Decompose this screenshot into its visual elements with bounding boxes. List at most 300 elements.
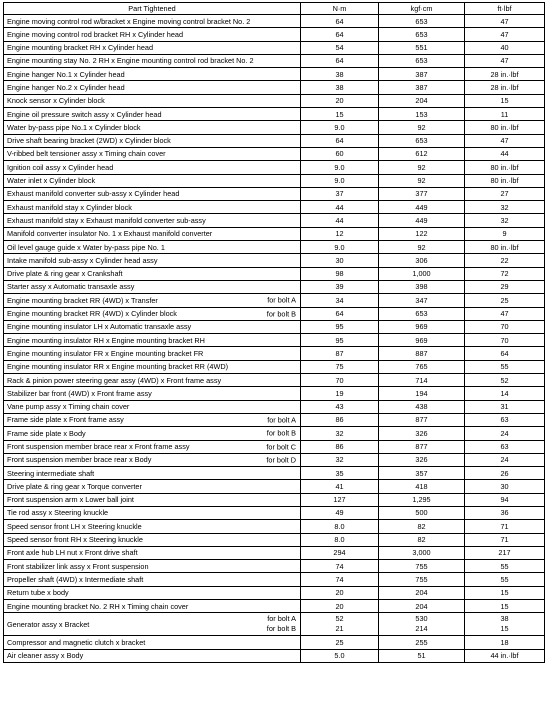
part-name: Water inlet x Cylinder block — [7, 176, 96, 186]
table-row — [4, 649, 545, 662]
part-name: Engine mounting insulator LH x Automatic transaxle assy — [7, 322, 192, 332]
table-row — [4, 307, 545, 320]
table-row — [4, 254, 545, 267]
ft-value: 63 — [465, 440, 545, 453]
kgf-value: 204 — [379, 94, 465, 107]
part-cell — [4, 453, 301, 466]
kgf-value: 714 — [379, 374, 465, 387]
table-row — [4, 227, 545, 240]
part-cell — [4, 480, 301, 493]
part-name: Drive plate & ring gear x Torque converter — [7, 481, 142, 491]
part-name: Engine mounting bracket RR (4WD) x Cylinder block — [7, 309, 177, 319]
part-cell — [4, 280, 301, 293]
part-cell — [4, 15, 301, 28]
kgf-value: 357 — [379, 467, 465, 480]
nm-value: 20 — [301, 586, 379, 599]
kgf-value: 204 — [379, 586, 465, 599]
part-name: Compressor and magnetic clutch x bracket — [7, 637, 146, 647]
ft-value: 71 — [465, 520, 545, 533]
part-name: Engine moving control rod bracket RH x Cylinder head — [7, 29, 184, 39]
kgf-cell — [379, 613, 465, 636]
part-cell — [4, 546, 301, 559]
kgf-value: 438 — [379, 400, 465, 413]
part-name: Rack & pinion power steering gear assy (4WD) x Front frame assy — [7, 375, 222, 385]
nm-value: 30 — [301, 254, 379, 267]
ft-value: 94 — [465, 493, 545, 506]
bolt-label: for bolt D — [266, 455, 296, 465]
kgf-value: 1,295 — [379, 493, 465, 506]
ft-value: 217 — [465, 546, 545, 559]
part-name: Frame side plate x Body — [7, 428, 86, 438]
part-cell — [4, 187, 301, 200]
kgf-value: 214 — [415, 624, 428, 634]
ft-value: 55 — [465, 560, 545, 573]
table-row — [4, 108, 545, 121]
part-name: Knock sensor x Cylinder block — [7, 96, 105, 106]
part-cell — [4, 307, 301, 320]
table-row — [4, 560, 545, 573]
kgf-value: 326 — [379, 427, 465, 440]
table-row — [4, 493, 545, 506]
kgf-value: 612 — [379, 147, 465, 160]
kgf-value: 530 — [415, 614, 428, 624]
bolt-label: for bolt A — [267, 614, 296, 624]
part-cell — [4, 613, 301, 636]
part-cell — [4, 360, 301, 373]
part-name: Drive shaft bearing bracket (2WD) x Cylinder block — [7, 136, 171, 146]
ft-value: 70 — [465, 334, 545, 347]
part-name: Stabilizer bar front (4WD) x Front frame assy — [7, 388, 152, 398]
table-row — [4, 214, 545, 227]
ft-value: 64 — [465, 347, 545, 360]
table-row — [4, 520, 545, 533]
table-row — [4, 134, 545, 147]
ft-value: 55 — [465, 573, 545, 586]
nm-value: 39 — [301, 280, 379, 293]
part-cell — [4, 174, 301, 187]
part-name: Speed sensor front LH x Steering knuckle — [7, 521, 142, 531]
part-name: Engine mounting insulator RH x Engine mounting bracket RH — [7, 335, 205, 345]
kgf-value: 969 — [379, 320, 465, 333]
nm-value: 43 — [301, 400, 379, 413]
table-row — [4, 68, 545, 81]
nm-value: 20 — [301, 94, 379, 107]
part-name: Intake manifold sub-assy x Cylinder head assy — [7, 255, 158, 265]
table-row — [4, 161, 545, 174]
kgf-value: 1,000 — [379, 267, 465, 280]
table-row — [4, 187, 545, 200]
kgf-value: 387 — [379, 68, 465, 81]
nm-value: 64 — [301, 54, 379, 67]
nm-value: 19 — [301, 387, 379, 400]
nm-value: 70 — [301, 374, 379, 387]
kgf-value: 653 — [379, 307, 465, 320]
part-name: Front stabilizer link assy x Front suspension — [7, 561, 149, 571]
kgf-value: 887 — [379, 347, 465, 360]
table-row — [4, 506, 545, 519]
part-name: Engine mounting insulator FR x Engine mounting bracket FR — [7, 348, 204, 358]
ft-value: 80 in.·lbf — [465, 241, 545, 254]
part-cell — [4, 649, 301, 662]
header-ftlbf: ft·lbf — [465, 3, 545, 15]
nm-value: 64 — [301, 28, 379, 41]
nm-value: 8.0 — [301, 520, 379, 533]
part-name: Drive plate & ring gear x Crankshaft — [7, 269, 123, 279]
part-name: Engine moving control rod w/bracket x Engine moving control bracket No. 2 — [7, 16, 251, 26]
part-name: Engine mounting insulator RR x Engine mounting bracket RR (4WD) — [7, 362, 229, 372]
ft-value: 71 — [465, 533, 545, 546]
part-name: Ignition coil assy x Cylinder head — [7, 162, 114, 172]
part-cell — [4, 560, 301, 573]
ft-value: 52 — [465, 374, 545, 387]
ft-value: 25 — [465, 294, 545, 307]
ft-value: 80 in.·lbf — [465, 121, 545, 134]
nm-value: 44 — [301, 201, 379, 214]
part-name: Engine mounting bracket RH x Cylinder head — [7, 43, 154, 53]
table-row — [4, 400, 545, 413]
kgf-value: 551 — [379, 41, 465, 54]
nm-value: 87 — [301, 347, 379, 360]
part-name: Speed sensor front RH x Steering knuckle — [7, 535, 143, 545]
table-row — [4, 334, 545, 347]
nm-value: 32 — [301, 427, 379, 440]
part-cell — [4, 54, 301, 67]
bolt-label: for bolt C — [266, 441, 296, 451]
part-cell — [4, 227, 301, 240]
nm-value: 74 — [301, 560, 379, 573]
kgf-value: 653 — [379, 15, 465, 28]
table-row — [4, 294, 545, 307]
kgf-value: 51 — [379, 649, 465, 662]
part-cell — [4, 573, 301, 586]
header-kgf: kgf·cm — [379, 3, 465, 15]
torque-spec-sheet — [3, 2, 545, 663]
table-row — [4, 94, 545, 107]
nm-value: 54 — [301, 41, 379, 54]
nm-value: 35 — [301, 467, 379, 480]
bolt-label: for bolt B — [266, 624, 296, 634]
ft-value: 9 — [465, 227, 545, 240]
ft-value: 44 in.·lbf — [465, 649, 545, 662]
ft-value: 15 — [465, 600, 545, 613]
part-name: Engine hanger No.1 x Cylinder head — [7, 69, 125, 79]
kgf-value: 92 — [379, 174, 465, 187]
part-cell — [4, 467, 301, 480]
kgf-value: 877 — [379, 440, 465, 453]
part-name: Exhaust manifold converter sub-assy x Cylinder head — [7, 189, 180, 199]
kgf-value: 194 — [379, 387, 465, 400]
part-name: Exhaust manifold stay x Cylinder block — [7, 202, 132, 212]
part-cell — [4, 400, 301, 413]
table-row — [4, 413, 545, 426]
nm-value: 41 — [301, 480, 379, 493]
ft-value: 29 — [465, 280, 545, 293]
ft-value: 47 — [465, 54, 545, 67]
kgf-value: 3,000 — [379, 546, 465, 559]
nm-value: 127 — [301, 493, 379, 506]
table-row — [4, 533, 545, 546]
part-name: Return tube x body — [7, 588, 69, 598]
table-row — [4, 41, 545, 54]
part-name: Propeller shaft (4WD) x Intermediate shaft — [7, 574, 144, 584]
ft-value: 15 — [500, 624, 509, 634]
ft-value: 31 — [465, 400, 545, 413]
nm-value: 12 — [301, 227, 379, 240]
kgf-value: 500 — [379, 506, 465, 519]
nm-value: 38 — [301, 68, 379, 81]
ft-value: 27 — [465, 187, 545, 200]
header-row — [4, 3, 545, 15]
part-name: Front suspension member brace rear x Front frame assy — [7, 442, 190, 451]
part-cell — [4, 413, 301, 426]
kgf-value: 449 — [379, 214, 465, 227]
kgf-value: 877 — [379, 413, 465, 426]
table-row — [4, 241, 545, 254]
table-row — [4, 573, 545, 586]
part-name: Front suspension arm x Lower ball joint — [7, 495, 134, 505]
ft-value: 38 — [500, 614, 509, 624]
part-cell — [4, 374, 301, 387]
nm-value: 294 — [301, 546, 379, 559]
kgf-value: 377 — [379, 187, 465, 200]
table-row — [4, 453, 545, 466]
table-row — [4, 480, 545, 493]
nm-value: 9.0 — [301, 174, 379, 187]
part-cell — [4, 347, 301, 360]
table-row — [4, 427, 545, 440]
part-cell — [4, 493, 301, 506]
part-name: Manifold converter insulator No. 1 x Exhaust manifold converter — [7, 229, 213, 239]
part-cell — [4, 147, 301, 160]
part-name: Engine hanger No.2 x Cylinder head — [7, 82, 125, 92]
kgf-value: 418 — [379, 480, 465, 493]
kgf-value: 755 — [379, 560, 465, 573]
table-row — [4, 586, 545, 599]
part-cell — [4, 201, 301, 214]
kgf-value: 92 — [379, 241, 465, 254]
nm-value: 60 — [301, 147, 379, 160]
kgf-value: 204 — [379, 600, 465, 613]
table-row — [4, 174, 545, 187]
header-part: Part Tightened — [4, 3, 301, 15]
part-name: Tie rod assy x Steering knuckle — [7, 508, 109, 518]
nm-value: 20 — [301, 600, 379, 613]
ft-value: 32 — [465, 214, 545, 227]
ft-value: 14 — [465, 387, 545, 400]
table-row — [4, 467, 545, 480]
part-name: Vane pump assy x Timing chain cover — [7, 402, 130, 412]
kgf-value: 969 — [379, 334, 465, 347]
nm-value: 75 — [301, 360, 379, 373]
kgf-value: 92 — [379, 161, 465, 174]
ft-value: 24 — [465, 427, 545, 440]
part-cell — [4, 81, 301, 94]
nm-value: 49 — [301, 506, 379, 519]
header-nm: N·m — [301, 3, 379, 15]
part-name: Front axle hub LH nut x Front drive shaft — [7, 548, 138, 558]
bolt-label: for bolt B — [266, 428, 296, 438]
nm-value: 44 — [301, 214, 379, 227]
part-name: Water by-pass pipe No.1 x Cylinder block — [7, 122, 141, 132]
kgf-value: 82 — [379, 533, 465, 546]
part-name: Front suspension member brace rear x Body — [7, 455, 152, 465]
part-cell — [4, 267, 301, 280]
ft-value: 40 — [465, 41, 545, 54]
nm-value: 64 — [301, 307, 379, 320]
ft-value: 55 — [465, 360, 545, 373]
ft-value: 18 — [465, 636, 545, 649]
part-cell — [4, 108, 301, 121]
part-cell — [4, 121, 301, 134]
ft-value: 80 in.·lbf — [465, 161, 545, 174]
ft-cell — [465, 613, 545, 636]
part-cell — [4, 334, 301, 347]
table-row — [4, 440, 545, 453]
ft-value: 80 in.·lbf — [465, 174, 545, 187]
ft-value: 15 — [465, 94, 545, 107]
part-cell — [4, 161, 301, 174]
ft-value: 63 — [465, 413, 545, 426]
nm-cell — [301, 613, 379, 636]
ft-value: 11 — [465, 108, 545, 121]
part-cell — [4, 533, 301, 546]
part-cell — [4, 68, 301, 81]
kgf-value: 653 — [379, 28, 465, 41]
nm-value: 52 — [335, 614, 344, 624]
table-row — [4, 267, 545, 280]
nm-value: 37 — [301, 187, 379, 200]
table-row — [4, 15, 545, 28]
table-row — [4, 28, 545, 41]
part-name: Air cleaner assy x Body — [7, 651, 84, 661]
torque-table — [3, 2, 545, 663]
ft-value: 30 — [465, 480, 545, 493]
nm-value: 95 — [301, 334, 379, 347]
kgf-value: 92 — [379, 121, 465, 134]
bolt-label: for bolt A — [267, 295, 296, 305]
part-name: Engine oil pressure switch assy x Cylinder head — [7, 109, 162, 119]
part-name: Engine mounting bracket RR (4WD) x Transfer — [7, 295, 158, 305]
part-cell — [4, 320, 301, 333]
ft-value: 70 — [465, 320, 545, 333]
nm-value: 8.0 — [301, 533, 379, 546]
table-row — [4, 147, 545, 160]
part-cell — [4, 41, 301, 54]
part-cell — [4, 636, 301, 649]
part-name: V-ribbed belt tensioner assy x Timing chain cover — [7, 149, 166, 159]
kgf-value: 398 — [379, 280, 465, 293]
part-cell — [4, 427, 301, 440]
kgf-value: 306 — [379, 254, 465, 267]
ft-value: 26 — [465, 467, 545, 480]
part-cell — [4, 506, 301, 519]
bolt-label: for bolt A — [267, 415, 296, 425]
table-row-generator — [4, 613, 545, 636]
table-row — [4, 280, 545, 293]
part-name: Exhaust manifold stay x Exhaust manifold converter sub-assy — [7, 215, 206, 225]
nm-value: 64 — [301, 15, 379, 28]
part-name: Steering intermediate shaft — [7, 468, 95, 478]
table-row — [4, 347, 545, 360]
part-name: Starter assy x Automatic transaxle assy — [7, 282, 135, 292]
table-row — [4, 600, 545, 613]
ft-value: 44 — [465, 147, 545, 160]
part-cell — [4, 28, 301, 41]
nm-value: 25 — [301, 636, 379, 649]
ft-value: 28 in.·lbf — [465, 81, 545, 94]
nm-value: 86 — [301, 440, 379, 453]
table-row — [4, 387, 545, 400]
table-row — [4, 546, 545, 559]
ft-value: 47 — [465, 28, 545, 41]
ft-value: 24 — [465, 453, 545, 466]
part-cell — [4, 134, 301, 147]
nm-value: 15 — [301, 108, 379, 121]
ft-value: 22 — [465, 254, 545, 267]
ft-value: 72 — [465, 267, 545, 280]
part-name: Engine mounting bracket No. 2 RH x Timing chain cover — [7, 601, 189, 611]
table-row — [4, 636, 545, 649]
table-row — [4, 54, 545, 67]
nm-value: 9.0 — [301, 241, 379, 254]
kgf-value: 387 — [379, 81, 465, 94]
nm-value: 32 — [301, 453, 379, 466]
kgf-value: 122 — [379, 227, 465, 240]
nm-value: 21 — [335, 624, 344, 634]
nm-value: 64 — [301, 134, 379, 147]
nm-value: 95 — [301, 320, 379, 333]
part-cell — [4, 440, 301, 453]
nm-value: 5.0 — [301, 649, 379, 662]
table-row — [4, 320, 545, 333]
nm-value: 74 — [301, 573, 379, 586]
ft-value: 15 — [465, 586, 545, 599]
table-row — [4, 201, 545, 214]
ft-value: 32 — [465, 201, 545, 214]
part-cell — [4, 214, 301, 227]
ft-value: 28 in.·lbf — [465, 68, 545, 81]
kgf-value: 765 — [379, 360, 465, 373]
table-row — [4, 374, 545, 387]
kgf-value: 449 — [379, 201, 465, 214]
part-cell — [4, 586, 301, 599]
bolt-label: for bolt B — [266, 309, 296, 319]
nm-value: 9.0 — [301, 161, 379, 174]
nm-value: 86 — [301, 413, 379, 426]
bolt-labels — [267, 614, 296, 634]
ft-value: 47 — [465, 307, 545, 320]
kgf-value: 82 — [379, 520, 465, 533]
part-name: Oil level gauge guide x Water by-pass pipe No. 1 — [7, 242, 165, 252]
kgf-value: 255 — [379, 636, 465, 649]
part-cell — [4, 387, 301, 400]
ft-value: 47 — [465, 15, 545, 28]
nm-value: 9.0 — [301, 121, 379, 134]
part-cell — [4, 600, 301, 613]
table-row — [4, 81, 545, 94]
kgf-value: 653 — [379, 134, 465, 147]
part-cell — [4, 241, 301, 254]
nm-value: 34 — [301, 294, 379, 307]
ft-value: 47 — [465, 134, 545, 147]
kgf-value: 326 — [379, 453, 465, 466]
kgf-value: 153 — [379, 108, 465, 121]
part-cell — [4, 520, 301, 533]
part-name: Frame side plate x Front frame assy — [7, 415, 124, 425]
table-row — [4, 121, 545, 134]
kgf-value: 755 — [379, 573, 465, 586]
nm-value: 98 — [301, 267, 379, 280]
